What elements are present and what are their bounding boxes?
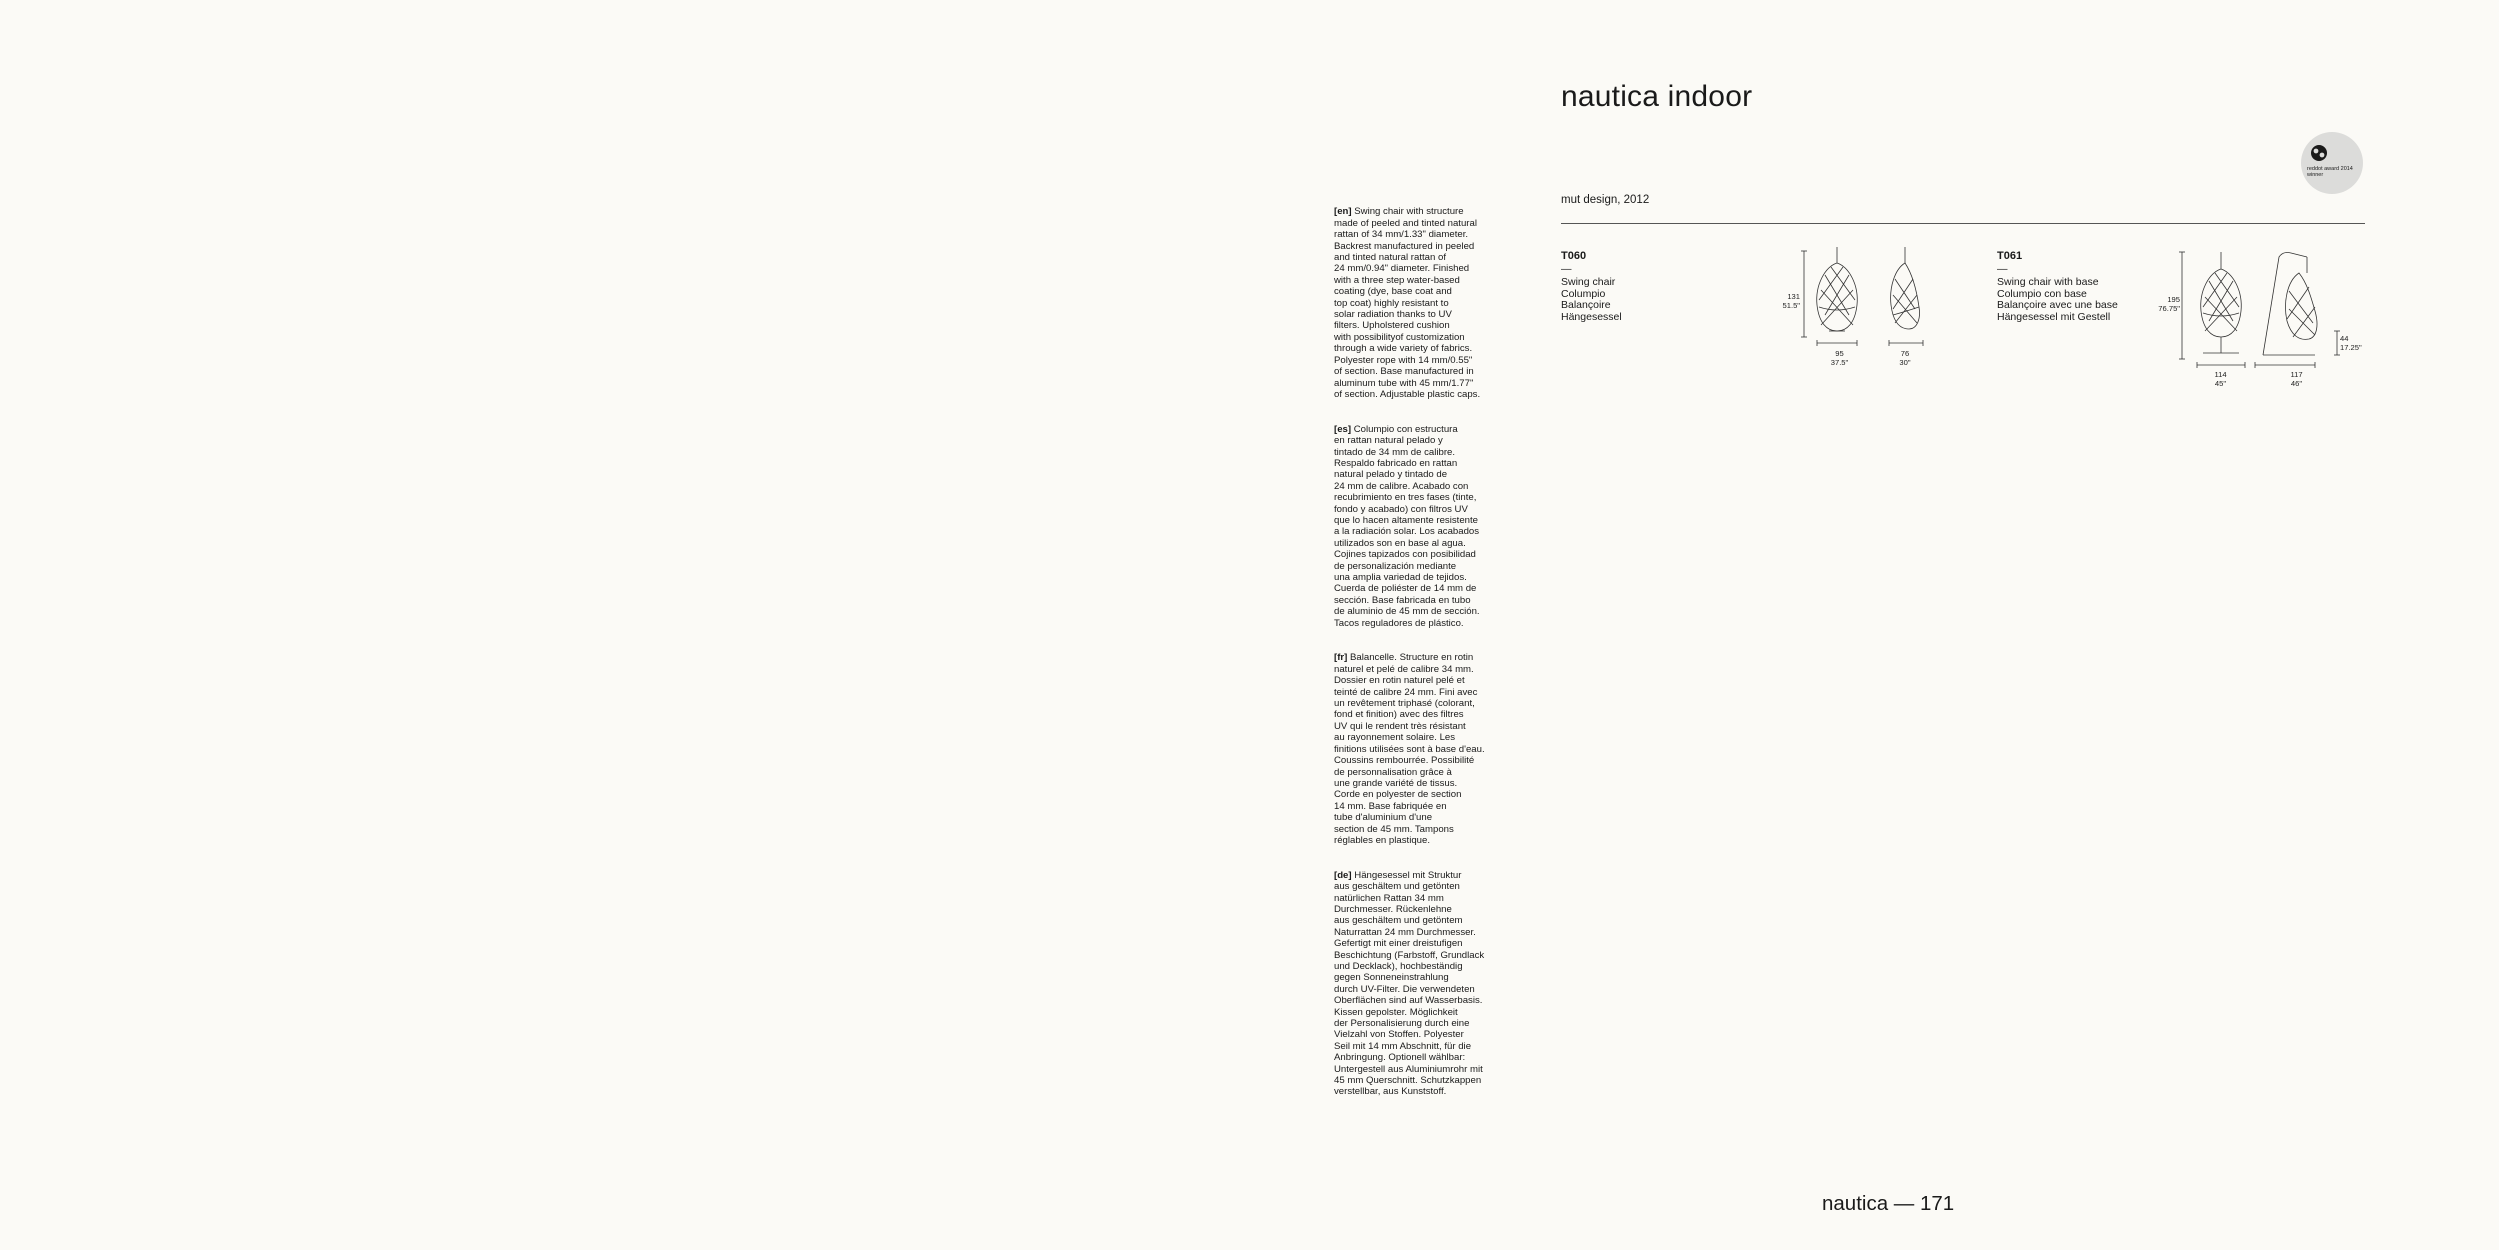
description-fr: [fr] Balancelle. Structure en rotin naturel et pelé de calibre 34 mm. Dossier en rotin naturel pelé et teinté de calibre 24 mm. Fini avec un revêtement triphasé (colorant, fond et finition) avec des filtres UV qui le rendent très résistant au rayonnement solaire. Les finitions utilisées sont à base d'eau. Coussins rembourrée. Possibilité de personnalisation grâce à une grande variété de tissus. Corde en polyester de section 14 mm. Base fabriquée en tube d'aluminium d'une section de 45 mm. Tampons réglables en plastique.	[1334, 652, 1485, 846]
product-code: T061	[1997, 250, 2023, 262]
product-code: T060	[1561, 250, 1587, 262]
product-name-de: Hängesessel mit Gestell	[1997, 310, 2111, 323]
description-es: [es] Columpio con estructura en rattan natural pelado y tintado de 34 mm de calibre. Respaldo fabricado en rattan natural pelado y tintado de 24 mm de calibre. Acabado con recubrimiento en tres fases (tinte, fondo y acabado) con filtros UV que lo hacen altamente resistente a la radiación solar. Los acabados utilizados son en base al agua. Cojines tapizados con posibilidad de personalización mediante una amplia variedad de tejidos. Cuerda de poliéster de 14 mm de sección. Base fabricada en tubo de aluminio de 45 mm de sección. Tacos reguladores de plástico.	[1334, 423, 1480, 629]
award-text: reddot award 2014 winner	[2307, 166, 2353, 178]
designer-credit: mut design, 2012	[1561, 194, 1650, 206]
product-name-en: Swing chair	[1561, 276, 1616, 288]
product-name-es: Columpio	[1561, 287, 1606, 300]
t060-side-width-dimension: 76 30"	[1899, 349, 1911, 367]
t061-seat-height-dimension: 44 17.25"	[2340, 334, 2362, 352]
product-name-fr: Balançoire	[1561, 299, 1611, 311]
award-badge	[2301, 132, 2363, 194]
product-name-de: Hängesessel	[1561, 310, 1622, 323]
t061-front-width-dimension: 114 45"	[2214, 370, 2227, 388]
divider-rule	[1561, 223, 2365, 224]
t060-front-width-dimension: 95 37.5"	[1830, 349, 1849, 367]
t061-height-dimension: 195 76.75"	[2158, 295, 2180, 313]
t060-height-dimension: 131 51.5"	[1782, 292, 1800, 310]
t061-technical-drawing	[2175, 247, 2355, 369]
t061-side-width-dimension: 117 46"	[2290, 370, 2303, 388]
t060-technical-drawing	[1795, 245, 1930, 350]
product-t060: T060 — Swing chair Columpio Balançoire Hängesessel	[1561, 250, 1622, 323]
product-name-fr: Balançoire avec une base	[1997, 299, 2118, 311]
product-name-en: Swing chair with base	[1997, 276, 2099, 288]
page-footer: nautica — 171	[1822, 1192, 1955, 1215]
description-de: [de] Hängesessel mit Struktur aus geschältem und getönten natürlichen Rattan 34 mm Durchmesser. Rückenlehne aus geschältem und getöntem Naturrattan 24 mm Durchmesser. Gefertigt mit einer dreistufigen Beschichtung (Farbstoff, Grundlack und Decklack), hochbeständig gegen Sonneneinstrahlung durch UV-Filter. Die verwendeten Oberflächen sind auf Wasserbasis. Kissen gepolster. Möglichkeit der Personalisierung durch eine Vielzahl von Stoffen. Polyester Seil mit 14 mm Abschnitt, für die Anbringung. Optionell wählbar: Untergestell aus Aluminiumrohr mit 45 mm Querschnitt. Schutzkappen verstellbar, aus Kunststoff.	[1334, 869, 1485, 1098]
product-t061: T061 — Swing chair with base Columpio con base Balançoire avec une base Hängesessel mit Gestell	[1997, 250, 2118, 323]
product-name-es: Columpio con base	[1997, 287, 2087, 300]
description-column	[1334, 195, 1509, 1121]
reddot-logo-icon	[2309, 143, 2329, 163]
description-en: [en] Swing chair with structure made of peeled and tinted natural rattan of 34 mm/1.33" diameter. Backrest manufactured in peeled and tinted natural rattan of 24 mm/0.94" diameter. Finished with a three step water-based coating (dye, base coat and top coat) highly resistant to solar radiation thanks to UV filters. Upholstered cushion with possibilityof customization through a wide variety of fabrics. Polyester rope with 14 mm/0.55" of section. Base manufactured in aluminum tube with 45 mm/1.77" of section. Adjustable plastic caps.	[1334, 206, 1481, 400]
page-title: nautica indoor	[1561, 80, 1753, 113]
